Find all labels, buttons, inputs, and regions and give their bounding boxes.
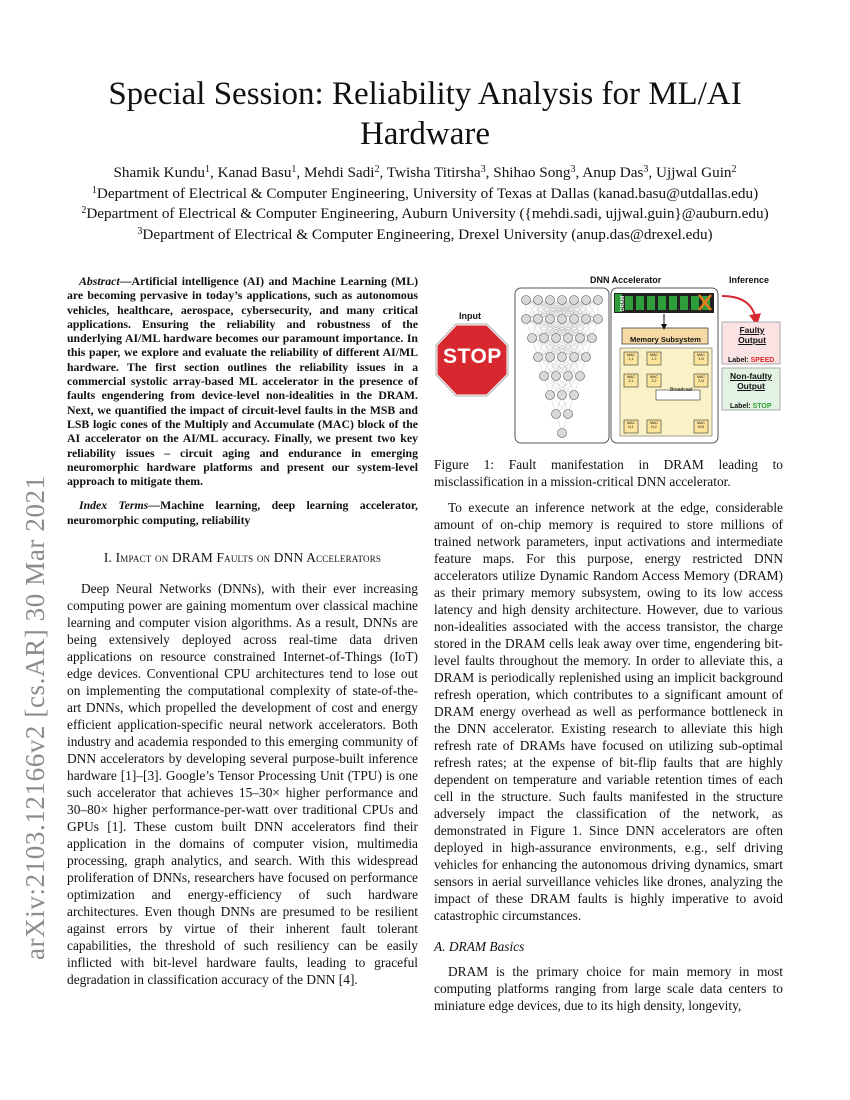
author-name: Twisha Titirsha [386,164,481,181]
neuron [534,315,543,324]
mac-unit-label: MAC 2,2 [650,375,658,384]
right-column [434,270,783,1022]
body-paragraph: To execute an inference network at the edge, considerable amount of on-chip memory is required to store millions of trained network parameters, input activations and intermediate feature maps. For this purpose, energy restricted DNN accelerators utilize Dynamic Random Access Memory (DRAM) as their primary memory subsystem, owing to its low access latency and high density architecture. However, due to various non-idealities associated with the access transistor, the charge stored in the DRAM cells leak away over time, engendering bit-level faults throughout the memory. In order to alleviate this, a DRAM is periodically replenished using an implicit background refresh operation, which contributes to a significant amount of DRAM energy overhead as well as performance bottleneck in the DNN accelerator. Existing research to alleviate this high refresh rate of DRAMs have focused on utilizing sub-optimal refresh rates; at the expense of bit-flip faults that are highly dependent on temperature and variable retention times of each cell in the structure. Such faults manifested in the structure adversely impact the classification of the network, as demonstrated in Figure 1. Since DNN accelerators are often deployed in high-assurance environments, e.g., self driving vehicles for enhancing the autonomous driving dynamics, smart sensors in aerial surveillance vehicles like drones, analyzing the impact of these DRAM faults is highly imperative to avoid catastrophic circumstances. [434,500,783,923]
body-paragraph: DRAM is the primary choice for main memory in most computing platforms ranging from large scale data centers to miniature edge devices, due to its high density, longevity, [434,964,783,1013]
figure-1 [434,270,783,448]
author-name: Ujjwal Guin [656,164,732,181]
left-column [67,274,418,996]
neuron [564,372,573,381]
neuron [540,372,549,381]
neuron [546,296,555,305]
subsection-heading: A. DRAM Basics [434,939,525,954]
affiliation: $^3$Department of Electrical & Computer Engineering, Drexel University (anup.das@drexel.edu) [137,225,713,243]
non-faulty-label-line [730,398,772,415]
faulty-label-prefix: Label: [728,357,749,364]
neuron [534,296,543,305]
mac-unit-label: MAC 1,1 [627,353,635,362]
neuron [594,296,603,305]
dram-chip [636,296,644,310]
neuron [582,353,591,362]
author-affiliation-mark: 3 [643,164,649,175]
neuron [522,315,531,324]
neuron [576,372,585,381]
dram-label: DRAM [620,296,626,311]
dram-chip [669,296,677,310]
body-paragraph: Deep Neural Networks (DNNs), with their ever increasing computing power are gaining momentum over classical machine learning and computer vision algorithms. As a result, DNNs are being extensively deployed across real-time data driven applications on resource constrained Internet-of-Things (IoT) edge devices. Conventional CPU architectures tend to lose out on implementing the computational complexity of state-of-the-art DNNs, which propelled the development of cost and energy efficient application-specific neural network accelerators. Both industry and academia responded to this emerging community of DNN accelerators by developing several purpose-built inference hardware [1]–[3]. Google’s Tensor Processing Unit (TPU) is one such accelerator that achieves 15–30× higher performance and 30–80× higher performance-per-watt over traditional CPUs and GPUs [1]. These custom built DNN accelerators find their application in the domains of computer vision, multimedia processing, graph analytics, and search. With this widespread proliferation of DNNs, researchers have focused on performance optimization and energy-efficiency of such hardware architectures. Even though DNNs are presumed to be resilient against errors by virtue of their inherent fault tolerant capabilities, the threshold of such resiliency can be easily inflicted with bit-level hardware faults, leading to graceful degradation in classification accuracy of the DNN [4]. [67,581,418,988]
inference-label: Inference [729,275,770,285]
abstract-label: Abstract [79,274,120,288]
author-name: Mehdi Sadi [304,164,375,181]
neuron [552,410,561,419]
neuron [558,296,567,305]
mac-unit-label: MAC N,1 [627,421,635,430]
neuron [582,296,591,305]
paper-title: Special Session: Reliability Analysis for ML/AI Hardware [108,76,742,152]
neuron [534,353,543,362]
non-faulty-label-prefix: Label: [730,403,751,410]
dram-chip [691,296,699,310]
neuron [546,391,555,400]
neuron [558,353,567,362]
faulty-output-label: Faulty Output [738,325,766,345]
input-label: Input [459,311,481,321]
neuron [594,315,603,324]
memory-subsystem-label: Memory Subsystem [630,335,701,344]
neuron [576,334,585,343]
neuron [570,353,579,362]
non-faulty-label-value: STOP [752,403,772,410]
neuron [558,429,567,438]
abstract-text: Artificial intelligence (AI) and Machine Learning (ML) are becoming pervasive in today’s applications, such as autonomous vehicles, healthcare, aerospace, cybersecurity, and many critical applications. Ensuring the reliability and robustness of the underlying AI/ML hardware becomes our paramount importance. In this paper, we explore and evaluate the reliability of different AI/ML hardware. The first section outlines the reliability issues in a commercial systolic array-based ML accelerator in the presence of faults engendering from device-level non-idealities in the DRAM. Next, we quantified the impact of circuit-level faults in the MSB and LSB logic cones of the Multiply and Accumulate (MAC) block of the AI accelerator on the AI/ML accuracy. Finally, we present two key reliability issues – circuit aging and endurance in emerging neuromorphic hardware platforms and present our system-level approach to mitigate them. [67,274,418,489]
neuron [522,296,531,305]
section-number: I. [103,550,113,566]
author-affiliation-mark: 1 [291,164,297,175]
author-name: Kanad Basu [217,164,292,181]
index-terms-label: Index Terms [79,498,149,513]
mac-unit-label: MAC N,N [697,421,705,430]
mac-unit-label: MAC 2,N [697,375,705,384]
section-title: Impact on DRAM Faults on DNN Accelerators [115,550,382,566]
dram-chip [647,296,655,310]
neuron [552,372,561,381]
arxiv-identifier: arXiv:2103.12166v2 [cs.AR] 30 Mar 2021 [20,475,50,960]
author-affiliation-mark: 2 [374,164,380,175]
neuron [552,334,561,343]
mac-unit-label: MAC N,2 [650,421,658,430]
figure-caption: Figure 1: Fault manifestation in DRAM leading to misclassification in a mission-critical DNN accelerator. [434,457,783,489]
neuron [540,334,549,343]
index-terms-text: Machine learning, deep learning accelerator, neuromorphic computing, reliability [67,498,418,527]
mac-unit-label: MAC 1,N [697,353,705,362]
dnn-accelerator-label: DNN Accelerator [590,275,662,285]
neuron [546,353,555,362]
neuron [558,391,567,400]
non-faulty-output-label: Non-faulty Output [729,371,773,391]
dram-chip [680,296,688,310]
inference-arrow [722,296,756,320]
mac-unit-label: MAC 2,1 [627,375,635,384]
neuron [564,410,573,419]
index-terms: Index Terms—Machine learning, deep learning accelerator, neuromorphic computing, reliability [67,498,418,527]
author-name: Shamik Kundu [113,164,206,181]
neuron [582,315,591,324]
author-list: Shamik Kundu$^1$, Kanad Basu$^1$, Mehdi Sadi$^2$, Twisha Titirsha$^3$, Shihao Song$^3$, Anup Das$^3$, Ujjwal Guin$^2$ [113,164,737,181]
broadcast-label: Broadcast [670,387,693,393]
neuron [564,334,573,343]
author-name: Shihao Song [493,164,571,181]
author-block [40,163,810,245]
affiliation-list [40,184,810,246]
author-affiliation-mark: 1 [205,164,211,175]
neuron [528,334,537,343]
abstract: Abstract—Artificial intelligence (AI) and Machine Learning (ML) are becoming pervasive in today’s applications, such as autonomous vehicles, healthcare, aerospace, cybersecurity, and many critical applications. Ensuring the reliability and robustness of the underlying AI/ML hardware becomes our paramount importance. In this paper, we explore and evaluate the reliability of different AI/ML hardware. The first section outlines the reliability issues in a commercial systolic array-based ML accelerator in the presence of faults engendering from device-level non-idealities in the DRAM. Next, we quantified the impact of circuit-level faults in the MSB and LSB logic cones of the Multiply and Accumulate (MAC) block of the AI accelerator on the AI/ML accuracy. Finally, we present two key reliability issues – circuit aging and endurance in emerging neuromorphic hardware platforms and present our system-level approach to mitigate them. [67,274,418,489]
neuron [570,315,579,324]
author-affiliation-mark: 2 [731,164,737,175]
affiliation: $^1$Department of Electrical & Computer Engineering, University of Texas at Dallas (kanad.basu@utdallas.edu) [91,184,759,202]
neuron [558,315,567,324]
neuron [570,296,579,305]
dram-chip [658,296,666,310]
faulty-label-line [728,352,774,369]
author-affiliation-mark: 3 [480,164,486,175]
neuron [546,315,555,324]
author-affiliation-mark: 3 [570,164,576,175]
neuron [570,391,579,400]
stop-sign-text: STOP [443,345,502,368]
affiliation: $^2$Department of Electrical & Computer Engineering, Auburn University ({mehdi.sadi, ujjwal.guin}@auburn.edu) [81,205,769,222]
faulty-label-value: SPEED [750,357,775,364]
section-heading [67,549,418,566]
author-name: Anup Das [582,164,644,181]
mac-unit-label: MAC 1,2 [650,353,658,362]
neuron [588,334,597,343]
